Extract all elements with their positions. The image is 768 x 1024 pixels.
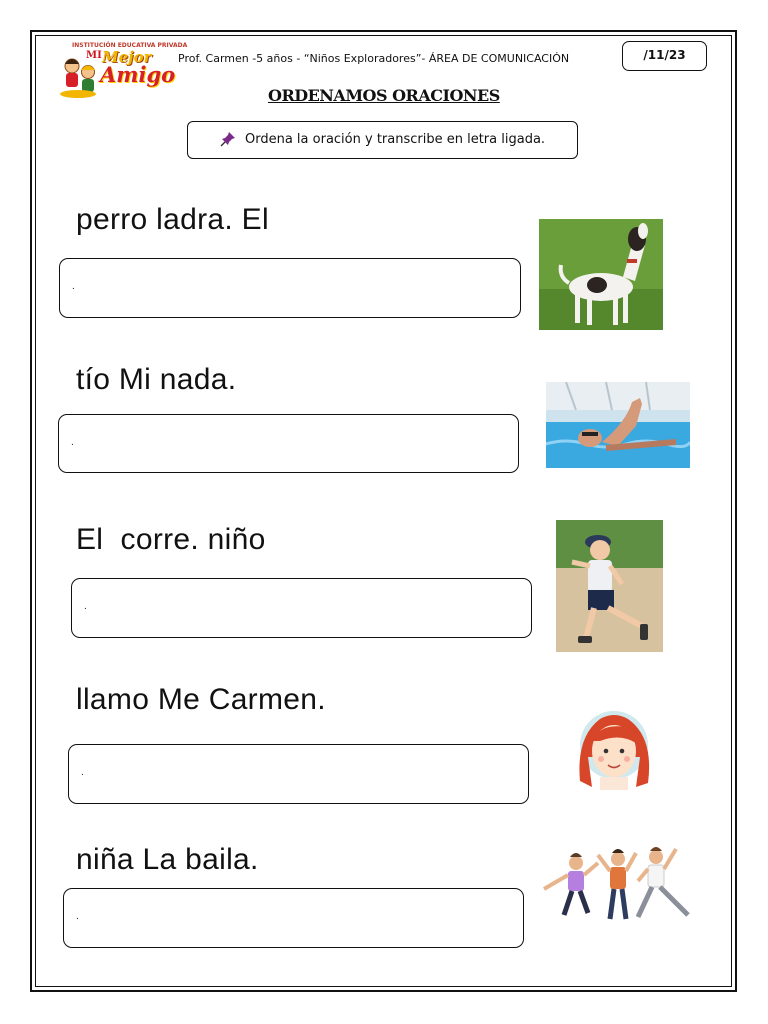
answer-placeholder-2: . [71,437,74,448]
answer-placeholder-3: . [84,601,87,612]
sentence-3: El corre. niño [76,523,266,556]
answer-box-4[interactable] [68,744,529,804]
instruction-box [187,121,578,159]
logo-institution-text: INSTITUCIÓN EDUCATIVA PRIVADA [72,42,188,49]
dog-barking-icon [539,219,663,330]
school-logo [58,42,188,98]
logo-mejor-text: Mejor [102,48,152,66]
answer-box-1[interactable] [59,258,521,318]
pushpin-icon [220,131,236,147]
answer-placeholder-4: . [81,767,84,778]
logo-amigo-text: Amigo [100,62,176,87]
girl-face-icon [570,707,658,790]
logo-mi-text: MI [86,50,102,61]
instruction-text: Ordena la oración y transcribe en letra ligada. [245,132,546,147]
sentence-1: perro ladra. El [76,203,269,236]
answer-box-5[interactable] [63,888,524,948]
boy-running-icon [556,520,663,652]
answer-box-3[interactable] [71,578,532,638]
answer-box-2[interactable] [58,414,519,473]
kids-dancing-icon [538,845,698,927]
sentence-5: niña La baila. [76,843,259,876]
date-box[interactable]: /11/23 [622,41,707,71]
page-title: ORDENAMOS ORACIONES [268,86,500,105]
sentence-2: tío Mi nada. [76,363,237,396]
header-teacher-line: Prof. Carmen -5 años - “Niños Exploradores”- ÁREA DE COMUNICACIÓN [178,52,570,65]
sentence-4: llamo Me Carmen. [76,683,326,716]
answer-placeholder-1: . [72,281,75,292]
answer-placeholder-5: . [76,911,79,922]
man-swimming-icon [546,382,690,468]
